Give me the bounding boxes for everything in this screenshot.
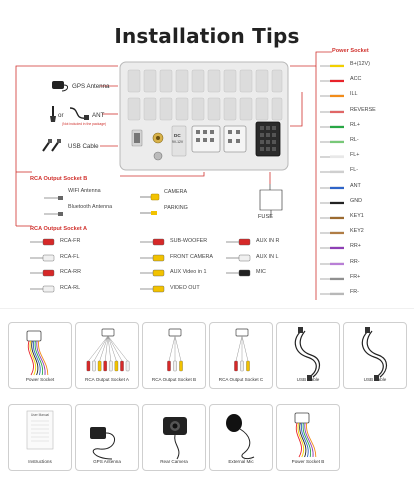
accessory-label: RCA Output Socket B [151,376,197,382]
dc-label: DC [174,133,181,138]
rca-plug-icon [30,254,56,262]
camera-icon [143,405,207,463]
power-wire [320,107,412,117]
ant-cable-icon [66,104,90,124]
accessory-tile [142,322,206,389]
usb-cable-icon [40,138,66,154]
accessory-label: GPS Antenna [93,458,121,464]
rca-item [226,269,326,278]
wifi-antenna-label: WIFI Antenna [68,188,101,194]
bluetooth-antenna-item [44,204,64,222]
rca-a-label: RCA Output Socket A [30,226,88,232]
parking-wire-icon [140,209,160,217]
accessory-tile [209,322,273,389]
rca-plug-icon [226,254,252,262]
wire-icon [320,290,346,298]
gps-antenna-figure [48,78,68,97]
rca-item [30,269,130,278]
dc-voltage: 9V-12V [172,140,184,144]
rca-item-label: RCA-FL [60,253,80,260]
rcaA-icon [76,323,140,381]
rca-item-label: RCA-FR [60,238,81,244]
power-wire [320,122,412,132]
power-wire [320,183,412,193]
ant-label: ANT [92,112,105,119]
power-wire-label: RL+ [350,121,361,128]
accessory-tile [276,404,340,471]
accessory-label: RCA Output Socket C [218,376,264,382]
rca-plug-icon [140,269,166,277]
accessory-tile [8,404,72,471]
power-wire-label: ANT [350,182,361,189]
wire-icon [320,77,346,85]
rca-item-label: AUX Video in 1 [170,269,207,275]
accessory-label: Power Socket [25,376,55,382]
wire-icon [320,214,346,222]
wire-icon [320,123,346,131]
power-wire-label: RR+ [350,243,361,250]
rca-plug-icon [140,285,166,293]
manual-cover-title: User Manual [30,413,50,417]
rca-item [30,254,130,263]
power-wire [320,91,412,101]
wifi-antenna-icon [44,195,64,201]
power-wire [320,289,412,299]
power-wire-label: RL- [350,137,359,143]
power-wire-label: FR- [350,289,359,295]
accessory-label: Power Socket B [291,458,325,464]
power-wire-label: FL+ [350,152,360,159]
rca-item [140,254,240,263]
rca-b-label: RCA Output Socket B [30,176,88,182]
wire-icon [320,138,346,146]
accessory-label: USB Cable [296,376,320,382]
accessory-label: External Mic [228,458,254,464]
accessory-tile [8,322,72,389]
usb-icon [277,323,341,381]
rca-item [140,285,240,294]
power-wire-label: B+(12V) [350,61,370,67]
rca-plug-icon [140,238,166,246]
rca-plug-icon [226,238,252,246]
rca-item-label: RCA-RL [60,284,81,291]
rcaC-icon [210,323,274,381]
wire-icon [320,199,346,207]
wire-icon [320,108,346,116]
power-wire [320,167,412,177]
usb-cable-figure [40,138,66,159]
wire-icon [320,229,346,237]
accessory-tile [209,404,273,471]
accessory-label: RCA Output Socket A [85,376,129,382]
power-wire-label: RR- [350,258,360,265]
camera-label: CAMERA [164,189,188,195]
wire-icon [320,92,346,100]
wire-icon [320,153,346,161]
power-socket-label: Power Socket [332,48,369,54]
page-title: Installation Tips [114,24,300,48]
rca-item [30,238,130,247]
accessory-tile [142,404,206,471]
power-wire [320,243,412,253]
power-wire-label: KEY2 [350,228,364,235]
power-icon [9,323,73,381]
rca-plug-icon [226,269,252,277]
gps-icon [76,405,140,463]
mic-icon [210,405,274,463]
power-wire-label: FL- [350,167,359,174]
accessory-tile [75,322,139,389]
parking-item [140,204,160,222]
rca-item-label: VIDEO OUT [170,284,200,291]
power-wire [320,61,412,71]
power-wire [320,152,412,162]
accessory-label: Rear Camera [160,458,188,464]
fuse-label: FUSE [258,214,273,220]
power-wire-label: GND [350,197,362,204]
power-wire [320,76,412,86]
rca-item-label: FRONT CAMERA [170,253,214,260]
usb2-icon [344,323,408,381]
gps-antenna-icon [48,78,68,92]
rca-item-label: AUX IN R [256,238,280,244]
rca-item [30,285,130,294]
bluetooth-antenna-label: Bluetooth Antenna [68,204,113,210]
power-wire [320,274,412,284]
power-wire [320,213,412,223]
rca-plug-icon [140,254,166,262]
accessory-tile [75,404,139,471]
rcaB-icon [143,323,207,381]
rca-yellow-icon [140,193,160,201]
accessory-tile [276,322,340,389]
or-label: or [58,112,64,119]
power-wire [320,228,412,238]
power-wire [320,198,412,208]
rca-item [140,238,240,247]
wire-icon [320,62,346,70]
power-wire-label: ACC [350,76,362,83]
power-wire-label: ILL [350,91,358,98]
accessory-tile [343,322,407,389]
accessory-label: Instructions [28,458,52,464]
rca-item-label: RCA-RR [60,269,81,275]
divider [0,308,414,309]
rca-item [140,269,240,278]
power-wire [320,259,412,269]
wire-icon [320,168,346,176]
rca-item [226,238,326,247]
rca-item-label: SUB-WOOFER [170,238,208,244]
power-wire [320,137,412,147]
gps-antenna-label: GPS Antenna [72,83,110,90]
rca-item-label: MIC [256,269,266,275]
wire-icon [320,184,346,192]
rca-item-label: AUX IN L [256,253,279,260]
power-wire-label: KEY1 [350,213,364,219]
rca-plug-icon [30,285,56,293]
accessory-label: USB Cable [363,376,387,382]
ant-note: (Not included in the package) [62,122,107,126]
rca-plug-icon [30,238,56,246]
bluetooth-antenna-icon [44,211,64,217]
rca-item [226,254,326,263]
rca-plug-icon [30,269,56,277]
power-wire-label: FR+ [350,273,361,280]
powerB-icon [277,405,341,463]
power-wire-label: REVERSE [350,106,376,113]
parking-label: PARKING [164,205,188,211]
usb-cable-label: USB Cable [68,143,99,150]
